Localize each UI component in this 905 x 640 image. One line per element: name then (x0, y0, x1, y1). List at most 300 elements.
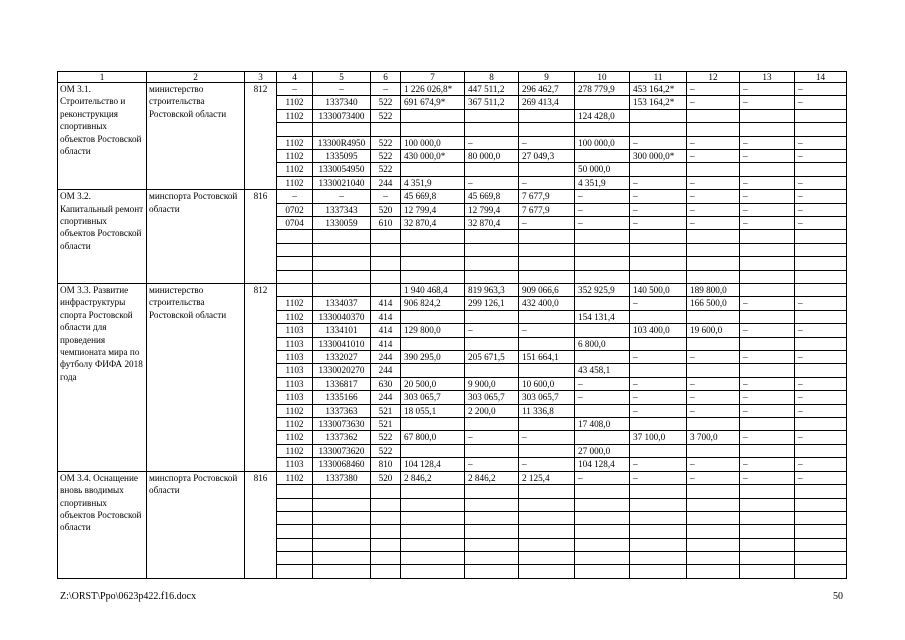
col-number: 12 (687, 72, 740, 83)
table-cell: – (687, 404, 740, 417)
table-cell: – (795, 83, 847, 96)
table-cell: 630 (371, 377, 401, 390)
table-cell (401, 418, 465, 431)
table-cell: 27 000,0 (575, 444, 630, 457)
program-name-cell: ОМ 3.2. Капитальный ремонт спортивных объектов Ростовской области (58, 190, 147, 284)
table-cell (277, 243, 313, 256)
table-cell (519, 565, 575, 578)
table-cell: 1337343 (313, 203, 371, 216)
table-cell (465, 511, 519, 524)
table-cell: – (575, 377, 630, 390)
table-cell (795, 538, 847, 551)
col-number: 10 (575, 72, 630, 83)
table-cell: – (795, 297, 847, 310)
col-number: 8 (465, 72, 519, 83)
table-cell (575, 96, 630, 109)
table-cell: – (795, 471, 847, 484)
table-cell: 906 824,2 (401, 297, 465, 310)
table-body (58, 72, 847, 579)
table-cell: 10 600,0 (519, 377, 575, 390)
table-cell (519, 310, 575, 323)
table-cell (630, 337, 687, 350)
document-page (57, 71, 846, 579)
table-cell (740, 163, 795, 176)
table-cell (795, 418, 847, 431)
table-cell (687, 257, 740, 270)
table-cell (401, 565, 465, 578)
table-cell: 100 000,0 (575, 136, 630, 149)
table-cell (575, 538, 630, 551)
table-cell: – (630, 217, 687, 230)
table-cell: 154 131,4 (575, 310, 630, 323)
table-cell: – (740, 217, 795, 230)
table-cell (401, 230, 465, 243)
table-cell: 205 671,5 (465, 351, 519, 364)
program-name-cell: ОМ 3.3. Развитие инфраструктуры спорта Ростовской области для проведения чемпионата мира по футболу ФИФА 2018 года (58, 284, 147, 472)
table-cell: – (313, 190, 371, 203)
table-cell (401, 444, 465, 457)
table-cell: – (630, 190, 687, 203)
table-cell: – (630, 471, 687, 484)
table-cell (371, 511, 401, 524)
table-cell: 45 669,8 (401, 190, 465, 203)
table-cell (371, 525, 401, 538)
table-cell: – (465, 136, 519, 149)
table-cell (401, 485, 465, 498)
table-cell: – (795, 324, 847, 337)
table-cell: 299 126,1 (465, 297, 519, 310)
table-cell: – (687, 96, 740, 109)
table-cell: – (740, 190, 795, 203)
table-cell: – (519, 176, 575, 189)
table-cell (795, 337, 847, 350)
table-cell (630, 485, 687, 498)
table-cell (687, 525, 740, 538)
table-cell: 244 (371, 351, 401, 364)
program-name-cell: ОМ 3.1. Строительство и реконструкция спортивных объектов Ростовской области (58, 83, 147, 190)
table-cell: – (795, 391, 847, 404)
table-cell (687, 444, 740, 457)
table-cell (740, 270, 795, 283)
table-cell: 50 000,0 (575, 163, 630, 176)
table-cell (313, 284, 371, 297)
table-cell: – (740, 404, 795, 417)
table-cell: 1102 (277, 109, 313, 122)
table-cell (277, 511, 313, 524)
table-cell: 1335166 (313, 391, 371, 404)
executor-cell: минспорта Ростовской области (147, 471, 245, 578)
table-cell (313, 538, 371, 551)
table-cell: 303 065,7 (465, 391, 519, 404)
table-cell (313, 485, 371, 498)
table-cell: – (795, 404, 847, 417)
table-cell (401, 163, 465, 176)
table-cell: 104 128,4 (401, 458, 465, 471)
table-cell: – (795, 176, 847, 189)
table-cell (740, 485, 795, 498)
table-cell: – (795, 96, 847, 109)
grbs-cell: 812 (245, 284, 277, 472)
table-cell (313, 243, 371, 256)
table-cell (630, 310, 687, 323)
table-cell (401, 123, 465, 136)
table-cell (519, 364, 575, 377)
table-cell: 244 (371, 176, 401, 189)
table-cell (519, 498, 575, 511)
table-cell (277, 538, 313, 551)
table-cell: 2 200,0 (465, 404, 519, 417)
table-cell (740, 109, 795, 122)
table-cell: 521 (371, 404, 401, 417)
table-cell (519, 418, 575, 431)
table-cell: 432 400,0 (519, 297, 575, 310)
table-cell (401, 498, 465, 511)
table-cell (795, 243, 847, 256)
table-cell: – (795, 351, 847, 364)
table-cell (401, 538, 465, 551)
table-cell: 303 065,7 (401, 391, 465, 404)
table-cell (313, 498, 371, 511)
budget-table (57, 71, 847, 579)
table-cell: 522 (371, 431, 401, 444)
col-number: 1 (58, 72, 147, 83)
table-cell (465, 552, 519, 565)
table-cell (740, 525, 795, 538)
table-cell: 4 351,9 (401, 176, 465, 189)
table-cell: 166 500,0 (687, 297, 740, 310)
table-cell: 1102 (277, 471, 313, 484)
table-cell (519, 123, 575, 136)
table-cell: 1336817 (313, 377, 371, 390)
table-cell: – (795, 431, 847, 444)
table-cell: – (687, 377, 740, 390)
table-row (58, 83, 847, 96)
table-cell: 1102 (277, 444, 313, 457)
table-cell: – (795, 203, 847, 216)
table-cell (740, 284, 795, 297)
table-cell (277, 565, 313, 578)
table-cell: 1330054950 (313, 163, 371, 176)
table-cell (277, 485, 313, 498)
table-cell: – (575, 217, 630, 230)
col-number: 9 (519, 72, 575, 83)
table-cell: 367 511,2 (465, 96, 519, 109)
table-cell (519, 511, 575, 524)
table-cell: 414 (371, 324, 401, 337)
table-cell (740, 364, 795, 377)
table-cell: 1102 (277, 150, 313, 163)
table-cell: 43 458,1 (575, 364, 630, 377)
table-cell: – (687, 136, 740, 149)
table-cell (401, 243, 465, 256)
table-cell (740, 552, 795, 565)
table-cell: – (465, 324, 519, 337)
table-cell: – (575, 391, 630, 404)
table-cell: 1103 (277, 351, 313, 364)
table-cell (630, 109, 687, 122)
table-cell (740, 310, 795, 323)
table-cell (740, 444, 795, 457)
table-cell (795, 109, 847, 122)
table-cell: 1337340 (313, 96, 371, 109)
table-cell: 1103 (277, 364, 313, 377)
table-cell: – (277, 83, 313, 96)
table-cell: 1102 (277, 431, 313, 444)
table-cell: – (465, 458, 519, 471)
table-cell: 1330059 (313, 217, 371, 230)
table-cell (519, 243, 575, 256)
col-number: 2 (147, 72, 245, 83)
table-cell: 296 462,7 (519, 83, 575, 96)
table-cell: – (630, 391, 687, 404)
table-cell (740, 565, 795, 578)
table-cell: 1102 (277, 136, 313, 149)
table-cell: 124 428,0 (575, 109, 630, 122)
table-cell (277, 257, 313, 270)
table-cell: – (371, 83, 401, 96)
table-cell (465, 565, 519, 578)
table-cell: 1334101 (313, 324, 371, 337)
table-cell (687, 163, 740, 176)
table-cell: – (277, 190, 313, 203)
table-cell (465, 163, 519, 176)
table-cell: 153 164,2* (630, 96, 687, 109)
table-cell (313, 525, 371, 538)
table-cell (313, 565, 371, 578)
table-cell: 522 (371, 136, 401, 149)
table-cell: – (740, 377, 795, 390)
table-cell (401, 525, 465, 538)
table-cell: 0702 (277, 203, 313, 216)
col-number: 14 (795, 72, 847, 83)
table-cell (630, 552, 687, 565)
table-cell (313, 511, 371, 524)
table-cell (277, 525, 313, 538)
table-cell (687, 109, 740, 122)
col-number: 5 (313, 72, 371, 83)
table-cell (313, 270, 371, 283)
table-cell: – (465, 176, 519, 189)
table-cell: – (519, 217, 575, 230)
table-cell (371, 565, 401, 578)
table-cell (795, 257, 847, 270)
table-cell: 1103 (277, 324, 313, 337)
table-cell: 1332027 (313, 351, 371, 364)
table-cell: 520 (371, 471, 401, 484)
table-cell: 27 049,3 (519, 150, 575, 163)
table-cell: – (519, 324, 575, 337)
table-cell (630, 230, 687, 243)
table-cell: 414 (371, 310, 401, 323)
table-cell (401, 109, 465, 122)
table-cell: 810 (371, 458, 401, 471)
table-cell (277, 230, 313, 243)
col-number: 6 (371, 72, 401, 83)
table-cell (687, 310, 740, 323)
table-cell: 1330021040 (313, 176, 371, 189)
table-cell (519, 109, 575, 122)
table-cell: 1103 (277, 391, 313, 404)
table-cell (401, 257, 465, 270)
table-cell (575, 511, 630, 524)
table-cell: 300 000,0* (630, 150, 687, 163)
table-cell (575, 485, 630, 498)
table-cell: 13300R4950 (313, 136, 371, 149)
table-cell (575, 431, 630, 444)
table-cell (575, 230, 630, 243)
table-cell: 100 000,0 (401, 136, 465, 149)
table-cell (465, 418, 519, 431)
table-cell: – (630, 351, 687, 364)
table-cell: 244 (371, 364, 401, 377)
table-cell (465, 337, 519, 350)
column-number-row (58, 72, 847, 83)
table-cell: 522 (371, 163, 401, 176)
table-cell (630, 498, 687, 511)
table-cell: 1103 (277, 377, 313, 390)
table-cell (575, 351, 630, 364)
table-cell: 1 940 468,4 (401, 284, 465, 297)
table-cell: 610 (371, 217, 401, 230)
table-cell (630, 243, 687, 256)
table-cell: 244 (371, 391, 401, 404)
table-cell: 1330073620 (313, 444, 371, 457)
table-cell: 352 925,9 (575, 284, 630, 297)
table-cell (575, 297, 630, 310)
table-cell: 1102 (277, 96, 313, 109)
table-cell: – (795, 217, 847, 230)
table-cell: 1334037 (313, 297, 371, 310)
table-cell (519, 552, 575, 565)
executor-cell: министерство строительства Ростовской области (147, 284, 245, 472)
table-cell (313, 123, 371, 136)
table-cell: 189 800,0 (687, 284, 740, 297)
table-cell: – (740, 176, 795, 189)
table-cell (519, 257, 575, 270)
table-cell: 45 669,8 (465, 190, 519, 203)
table-cell: – (519, 136, 575, 149)
table-row (58, 284, 847, 297)
table-cell (371, 123, 401, 136)
table-cell (465, 525, 519, 538)
table-cell: 12 799,4 (401, 203, 465, 216)
table-cell (575, 525, 630, 538)
table-cell (795, 230, 847, 243)
table-cell (687, 552, 740, 565)
grbs-cell: 812 (245, 83, 277, 190)
table-cell (401, 364, 465, 377)
table-cell (630, 270, 687, 283)
table-cell: – (740, 324, 795, 337)
table-cell (795, 525, 847, 538)
program-name-cell: ОМ 3.4. Оснащение вновь вводимых спортивных объектов Ростовской области (58, 471, 147, 578)
table-cell (630, 364, 687, 377)
table-cell (519, 485, 575, 498)
table-cell (313, 230, 371, 243)
table-cell (401, 337, 465, 350)
table-cell (465, 538, 519, 551)
table-cell: 0704 (277, 217, 313, 230)
table-cell: 7 677,9 (519, 190, 575, 203)
table-cell (687, 230, 740, 243)
table-cell: – (795, 136, 847, 149)
table-cell (277, 498, 313, 511)
table-cell (740, 418, 795, 431)
table-cell (277, 270, 313, 283)
table-cell (740, 511, 795, 524)
table-cell: 80 000,0 (465, 150, 519, 163)
table-cell (277, 552, 313, 565)
table-cell: – (687, 203, 740, 216)
table-cell (575, 270, 630, 283)
table-cell: 1330073630 (313, 418, 371, 431)
table-cell (465, 364, 519, 377)
table-cell: 414 (371, 297, 401, 310)
table-cell (465, 257, 519, 270)
table-cell (401, 310, 465, 323)
table-cell (519, 444, 575, 457)
table-cell: 4 351,9 (575, 176, 630, 189)
table-cell: – (575, 471, 630, 484)
table-cell: 1103 (277, 458, 313, 471)
table-cell: 521 (371, 418, 401, 431)
table-cell: 1102 (277, 404, 313, 417)
table-cell: 129 800,0 (401, 324, 465, 337)
table-cell: 2 846,2 (401, 471, 465, 484)
table-cell: 103 400,0 (630, 324, 687, 337)
table-cell: – (687, 150, 740, 163)
table-cell: – (740, 471, 795, 484)
table-cell (575, 552, 630, 565)
table-cell: 1330041010 (313, 337, 371, 350)
table-cell (630, 257, 687, 270)
table-cell: 1102 (277, 297, 313, 310)
table-cell (575, 404, 630, 417)
footer-file-path: Z:\ORST\Ppo\0623p422.f16.docx (60, 591, 197, 602)
table-cell (277, 284, 313, 297)
table-cell (575, 150, 630, 163)
table-cell (795, 511, 847, 524)
table-cell (575, 324, 630, 337)
table-cell (575, 243, 630, 256)
table-cell (465, 310, 519, 323)
table-cell: 1 226 026,8* (401, 83, 465, 96)
table-cell (371, 257, 401, 270)
table-cell (740, 538, 795, 551)
table-cell (401, 511, 465, 524)
table-cell (575, 498, 630, 511)
table-cell (313, 257, 371, 270)
table-cell: 1102 (277, 163, 313, 176)
table-cell: – (740, 297, 795, 310)
table-cell: 12 799,4 (465, 203, 519, 216)
table-cell: – (519, 431, 575, 444)
table-cell (687, 511, 740, 524)
table-cell: 7 677,9 (519, 203, 575, 216)
table-row (58, 471, 847, 484)
table-cell (795, 270, 847, 283)
table-cell: 303 065,7 (519, 391, 575, 404)
table-cell (687, 418, 740, 431)
table-cell: – (313, 83, 371, 96)
table-cell (465, 498, 519, 511)
table-cell (371, 552, 401, 565)
table-cell (465, 444, 519, 457)
table-cell: 20 500,0 (401, 377, 465, 390)
table-cell (371, 284, 401, 297)
grbs-cell: 816 (245, 190, 277, 284)
table-cell: – (630, 297, 687, 310)
